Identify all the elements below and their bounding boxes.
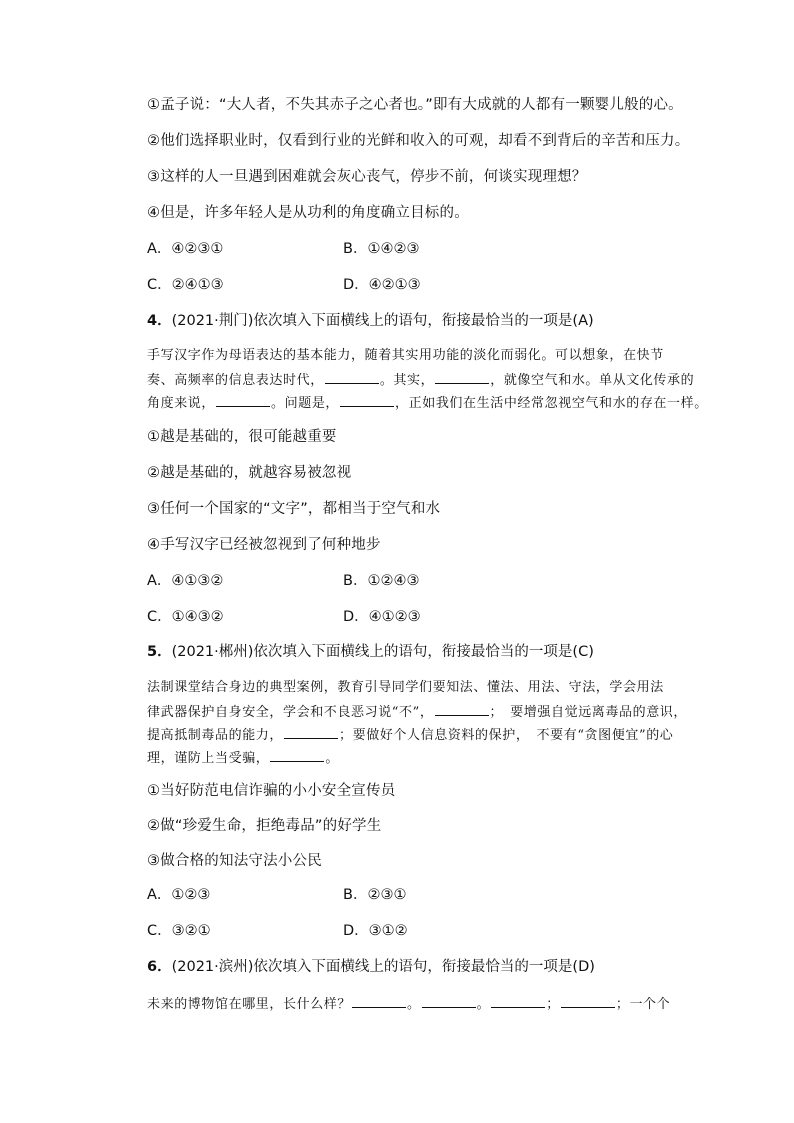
q6-passage-text: 。 [476, 997, 491, 1012]
q5-passage-text: 。 [325, 751, 340, 766]
q6-passage-text: ；一个个 [615, 997, 671, 1012]
q4-option-a: A．④①③② [147, 573, 224, 589]
q4-item-3: ③任何一个国家的“文字”，都相当于空气和水 [147, 501, 441, 517]
q4-item-1: ①越是基础的，很可能越重要 [147, 429, 337, 445]
q3-option-b: B．①④②③ [343, 241, 420, 257]
q4-item-2: ②越是基础的，就越容易被忽视 [147, 465, 352, 481]
q4-passage-text: 。其实， [379, 373, 435, 388]
answer-blank [435, 701, 489, 716]
q3-option-c: C．②④①③ [147, 277, 224, 293]
q5-passage-text: 律武器保护自身安全，学会和不良恶习说“不”， [147, 705, 434, 720]
q4-passage-line-1: 手写汉字作为母语表达的基本能力，随着其实用功能的淡化而弱化。可以想象，在快节 [147, 348, 664, 363]
q4-heading [147, 311, 594, 331]
q4-passage-text: 角度来说， [147, 396, 216, 411]
q6-number: 6． [147, 959, 172, 975]
q5-passage-line-1: 法制课堂结合身边的典型案例，教育引导同学们要知法、懂法、用法、守法，学会用法 [147, 680, 664, 695]
answer-blank [216, 392, 270, 407]
q5-option-b: B．②③① [343, 887, 407, 903]
q4-passage-line-2 [147, 369, 695, 391]
q4-passage-text: 。问题是， [271, 396, 340, 411]
q5-passage-text: ；要做好个人信息资料的保护， 不要有“贪图便宜”的心 [339, 728, 674, 743]
q4-passage-text: ，正如我们在生活中经常忽视空气和水的存在一样。 [395, 396, 708, 411]
q5-item-1: ①当好防范电信诈骗的小小安全宣传员 [147, 783, 396, 799]
q5-option-a: A．①②③ [147, 887, 211, 903]
q3-item-3: ③这样的人一旦遇到困难就会灰心丧气，停步不前，何谈实现理想？ [147, 169, 587, 185]
q5-item-2: ②做“珍爱生命，拒绝毒品”的好学生 [147, 818, 382, 834]
q4-passage-text: ，就像空气和水。单从文化传承的 [490, 373, 695, 388]
q5-heading [147, 642, 594, 662]
q6-passage-line-1 [147, 993, 687, 1015]
answer-blank [352, 993, 406, 1008]
q5-item-3: ③做合格的知法守法小公民 [147, 853, 322, 869]
q4-passage-line-3 [147, 392, 708, 414]
q6-heading [147, 957, 595, 977]
answer-blank [491, 993, 545, 1008]
answer-blank [435, 369, 489, 384]
q6-passage-text: 未来的博物馆在哪里，长什么样？ [147, 997, 352, 1012]
q4-option-b: B．①②④③ [343, 573, 420, 589]
q5-number: 5． [147, 644, 172, 660]
q5-passage-line-4 [147, 747, 687, 769]
q3-item-1: ①孟子说：“大人者，不失其赤子之心者也。”即有大成就的人都有一颗婴儿般的心。 [147, 97, 683, 113]
q3-option-d: D．④②①③ [343, 277, 421, 293]
q5-option-c: C．③②① [147, 923, 211, 939]
q4-option-d: D．④①②③ [343, 609, 421, 625]
q4-option-c: C．①④③② [147, 609, 224, 625]
answer-blank [284, 724, 338, 739]
q5-stem: (2021·郴州)依次填入下面横线上的语句，衔接最恰当的一项是(C) [171, 644, 594, 660]
q3-item-4: ④但是，许多年轻人是从功利的角度确立目标的。 [147, 205, 469, 221]
q5-passage-text: 提高抵制毒品的能力， [147, 728, 284, 743]
q3-option-a: A．④②③① [147, 241, 224, 257]
q4-item-4: ④手写汉字已经被忽视到了何种地步 [147, 537, 381, 553]
q6-passage-text: ； [546, 997, 560, 1012]
answer-blank [325, 369, 379, 384]
answer-blank [422, 993, 476, 1008]
q4-stem: (2021·荆门)依次填入下面横线上的语句，衔接最恰当的一项是(A) [171, 313, 594, 329]
q5-passage-text: ； 要增强自觉远离毒品的意识， [489, 705, 688, 720]
q4-number: 4． [147, 313, 172, 329]
q6-passage-text: 。 [407, 997, 421, 1012]
q5-option-d: D．③①② [343, 923, 408, 939]
q5-passage-line-3 [147, 724, 687, 746]
q5-passage-text: 理，谨防上当受骗， [147, 751, 270, 766]
q5-passage-line-2 [147, 701, 687, 723]
answer-blank [270, 747, 324, 762]
answer-blank [340, 392, 394, 407]
q4-passage-text: 奏、高频率的信息表达时代， [147, 373, 324, 388]
answer-blank [561, 993, 615, 1008]
q3-item-2: ②他们选择职业时，仅看到行业的光鲜和收入的可观，却看不到背后的辛苦和压力。 [147, 133, 690, 149]
q6-stem: (2021·滨州)依次填入下面横线上的语句，衔接最恰当的一项是(D) [171, 959, 595, 975]
